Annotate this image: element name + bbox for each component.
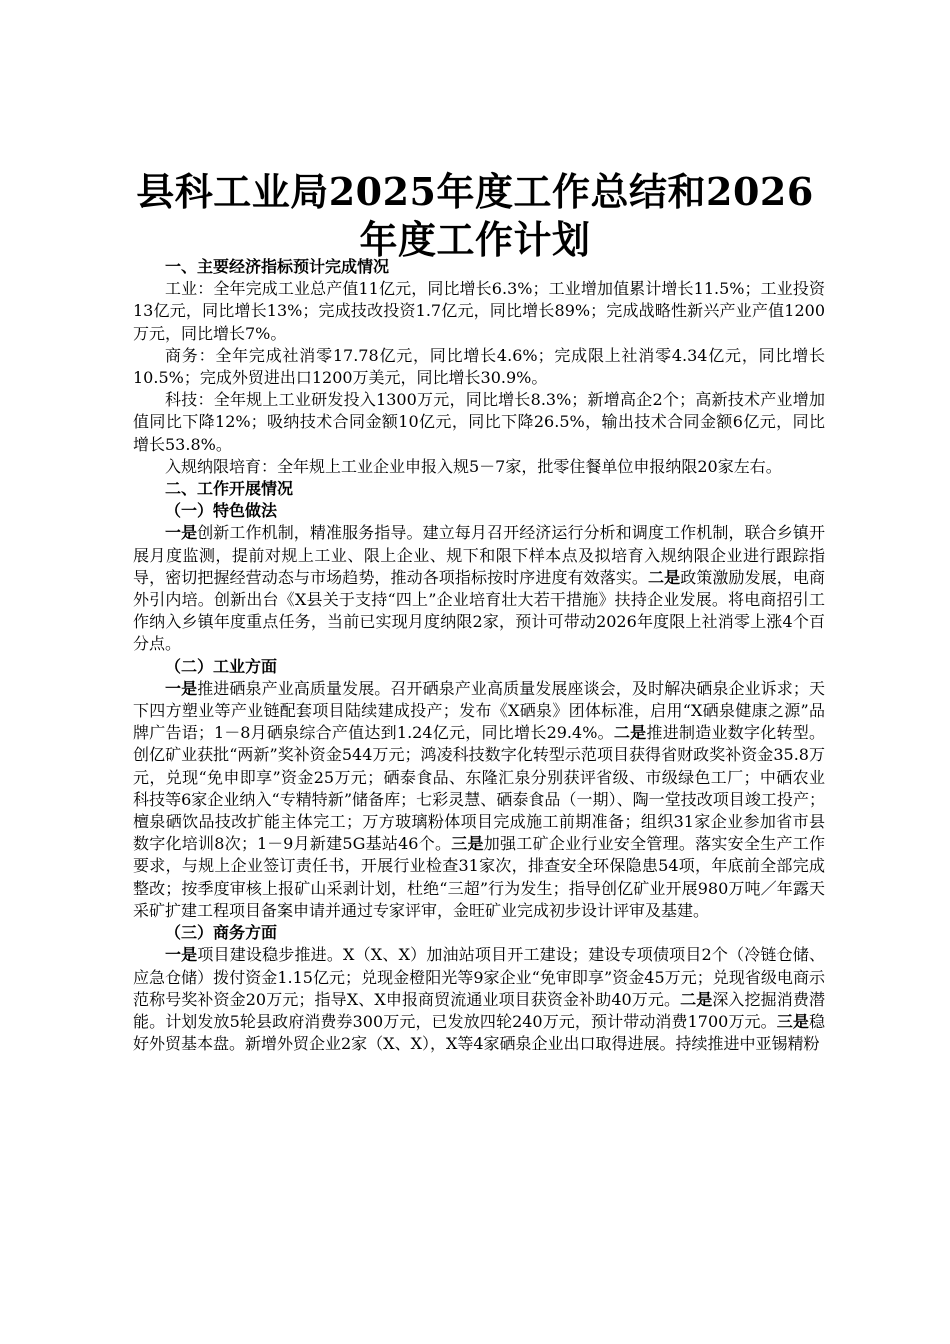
lead-phrase: 一是 (165, 678, 198, 698)
document-title: 县科工业局2025年度工作总结和2026年度工作计划 (136, 169, 814, 262)
paragraph-text: 稳好外贸基本盘。新增外贸企业2家（X、X），X等4家硒泉企业出口取得进展。持续推进中亚锡精粉 (133, 1011, 825, 1054)
section-1-heading: 一、主要经济指标预计完成情况 (165, 257, 390, 276)
paragraph-text: 推进制造业数字化转型。创亿矿业获批“两新”奖补资金544万元；鸿凌科技数字化转型示范项目获得省财政奖补资金35.8万元，兑现“免申即享”资金25万元；硒泰食品、东隆汇泉分别获评省级、市级绿色工厂；中硒农业科技等6家企业纳入“专精特新”储备库；七彩灵慧、硒泰食品（一期）、陶一堂技改项目竣工投产；檀泉硒饮品技改扩能主体完工；万方玻璃粉体项目完成施工前期准备；组织31家企业参加省市县数字化培训8次；1－9月新建5G基站46个。 (133, 723, 825, 854)
lead-phrase: 二是 (680, 989, 713, 1009)
document-body (133, 256, 825, 1055)
subsection-commerce-heading: （三）商务方面 (165, 923, 278, 943)
subsection-industry-heading: （二）工业方面 (165, 656, 278, 676)
lead-phrase: 二是 (613, 723, 647, 743)
paragraph-text: 深入挖掘消费潜能。计划发放5轮县政府消费券300万元，已发放四轮240万元，预计带动消费1700万元。 (133, 989, 825, 1031)
paragraph-text: 政策激励发展，电商外引内培。创新出台《X县关于支持“四上”企业培育壮大若干措施》扶持企业发展。将电商招引工作纳入乡镇年度重点任务，当前已实现月度纳限2家，预计可带动2026年度限上社消零上涨4个百分点。 (133, 567, 825, 654)
paragraph-commerce-indicators: 商务：全年完成社消零17.78亿元，同比增长4.6%；完成限上社消零4.34亿元，同比增长10.5%；完成外贸进出口1200万美元，同比增长30.9%。 (133, 345, 825, 388)
paragraph-text: 项目建设稳步推进。X（X、X）加油站项目开工建设；建设专项债项目2个（冷链仓储、应急仓储）拨付资金1.15亿元；兑现金橙阳光等9家企业“免审即享”资金45万元；兑现省级电商示范称号奖补资金20万元；指导X、X申报商贸流通业项目获资金补助40万元。 (133, 945, 825, 1009)
lead-phrase: 三是 (776, 1011, 809, 1031)
lead-phrase: 一是 (165, 945, 198, 965)
paragraph-text: 推进硒泉产业高质量发展。召开硒泉产业高质量发展座谈会，及时解决硒泉企业诉求；天下四方塑业等产业链配套项目陆续建成投产；发布《X硒泉》团体标准，启用“X硒泉健康之源”品牌广告语；1－8月硒泉综合产值达到1.24亿元，同比增长29.4%。 (133, 678, 825, 743)
paragraph-text: 创新工作机制，精准服务指导。建立每月召开经济运行分析和调度工作机制，联合乡镇开展月度监测，提前对规上工业、限上企业、规下和限下样本点及拟培育入规纳限企业进行跟踪指导，密切把握经营动态与市场趋势，推动各项指标按时序进度有效落实。 (133, 523, 825, 587)
paragraph-commerce-work (133, 944, 825, 1055)
subsection-features-heading: （一）特色做法 (165, 501, 278, 521)
lead-phrase: 一是 (165, 523, 198, 543)
paragraph-industry-indicators: 工业：全年完成工业总产值11亿元，同比增长6.3%；工业增加值累计增长11.5%；工业投资13亿元，同比增长13%；完成技改投资1.7亿元，同比增长89%；完成战略性新兴产业产值1200万元，同比增长7%。 (133, 279, 825, 343)
paragraph-industry-work (133, 678, 825, 922)
lead-phrase: 二是 (648, 567, 681, 587)
section-2-heading: 二、工作开展情况 (165, 479, 294, 499)
paragraph-text: 加强工矿企业行业安全管理。落实安全生产工作要求，与规上企业签订责任书，开展行业检查31家次，排查安全环保隐患54项，年底前全部完成整改；按季度审核上报矿山采剥计划，杜绝“三超”行为发生；指导创亿矿业开展980万吨／年露天采矿扩建工程项目备案申请并通过专家评审，金旺矿业完成初步设计评审及基建。 (133, 834, 825, 920)
paragraph-tech-indicators: 科技：全年规上工业研发投入1300万元，同比增长8.3%；新增高企2个；高新技术产业增加值同比下降12%；吸纳技术合同金额10亿元，同比下降26.5%，输出技术合同金额6亿元，同比增长53.8%。 (133, 390, 825, 454)
paragraph-cultivation: 入规纳限培育：全年规上工业企业申报入规5－7家，批零住餐单位申报纳限20家左右。 (165, 456, 782, 476)
lead-phrase: 三是 (451, 834, 484, 854)
paragraph-features (133, 522, 825, 655)
